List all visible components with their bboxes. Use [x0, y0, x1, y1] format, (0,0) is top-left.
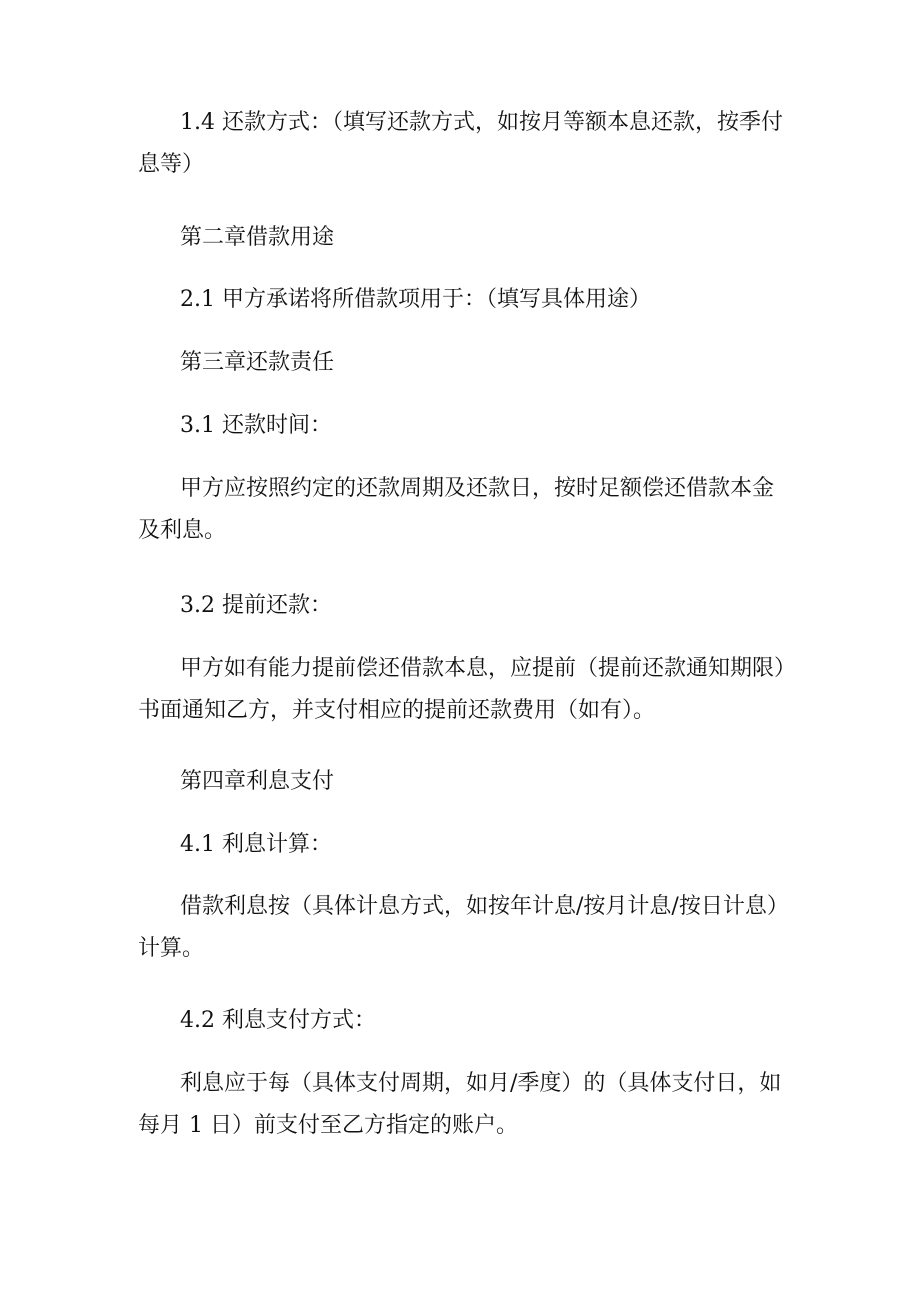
chapter-2-heading: 第二章借款用途	[180, 225, 335, 250]
clause-3-1-heading: 3.1 还款时间：	[180, 413, 332, 438]
clause-3-1-body: 甲方应按照约定的还款周期及还款日，按时足额偿还借款本金及利息。	[138, 476, 775, 543]
clause-4-2-heading: 4.2 利息支付方式：	[180, 1008, 376, 1033]
clause-1-4-repayment-method: 1.4 还款方式：（填写还款方式，如按月等额本息还款，按季付息等）	[138, 110, 783, 177]
chapter-3-heading: 第三章还款责任	[180, 350, 335, 375]
clause-3-2-body: 甲方如有能力提前偿还借款本息，应提前（提前还款通知期限）书面通知乙方，并支付相应的提前还款费用（如有）。	[138, 656, 786, 723]
clause-2-1-loan-purpose: 2.1 甲方承诺将所借款项用于：（填写具体用途）	[180, 287, 651, 312]
clause-4-1-heading: 4.1 利息计算：	[180, 832, 332, 857]
chapter-4-heading: 第四章利息支付	[180, 769, 335, 794]
clause-3-2-heading: 3.2 提前还款：	[180, 593, 332, 618]
clause-4-2-body: 利息应于每（具体支付周期，如月/季度）的（具体支付日，如每月 1 日）前支付至乙方指定的账户。	[138, 1071, 782, 1138]
clause-4-1-body: 借款利息按（具体计息方式，如按年计息/按月计息/按日计息）计算。	[138, 894, 778, 961]
